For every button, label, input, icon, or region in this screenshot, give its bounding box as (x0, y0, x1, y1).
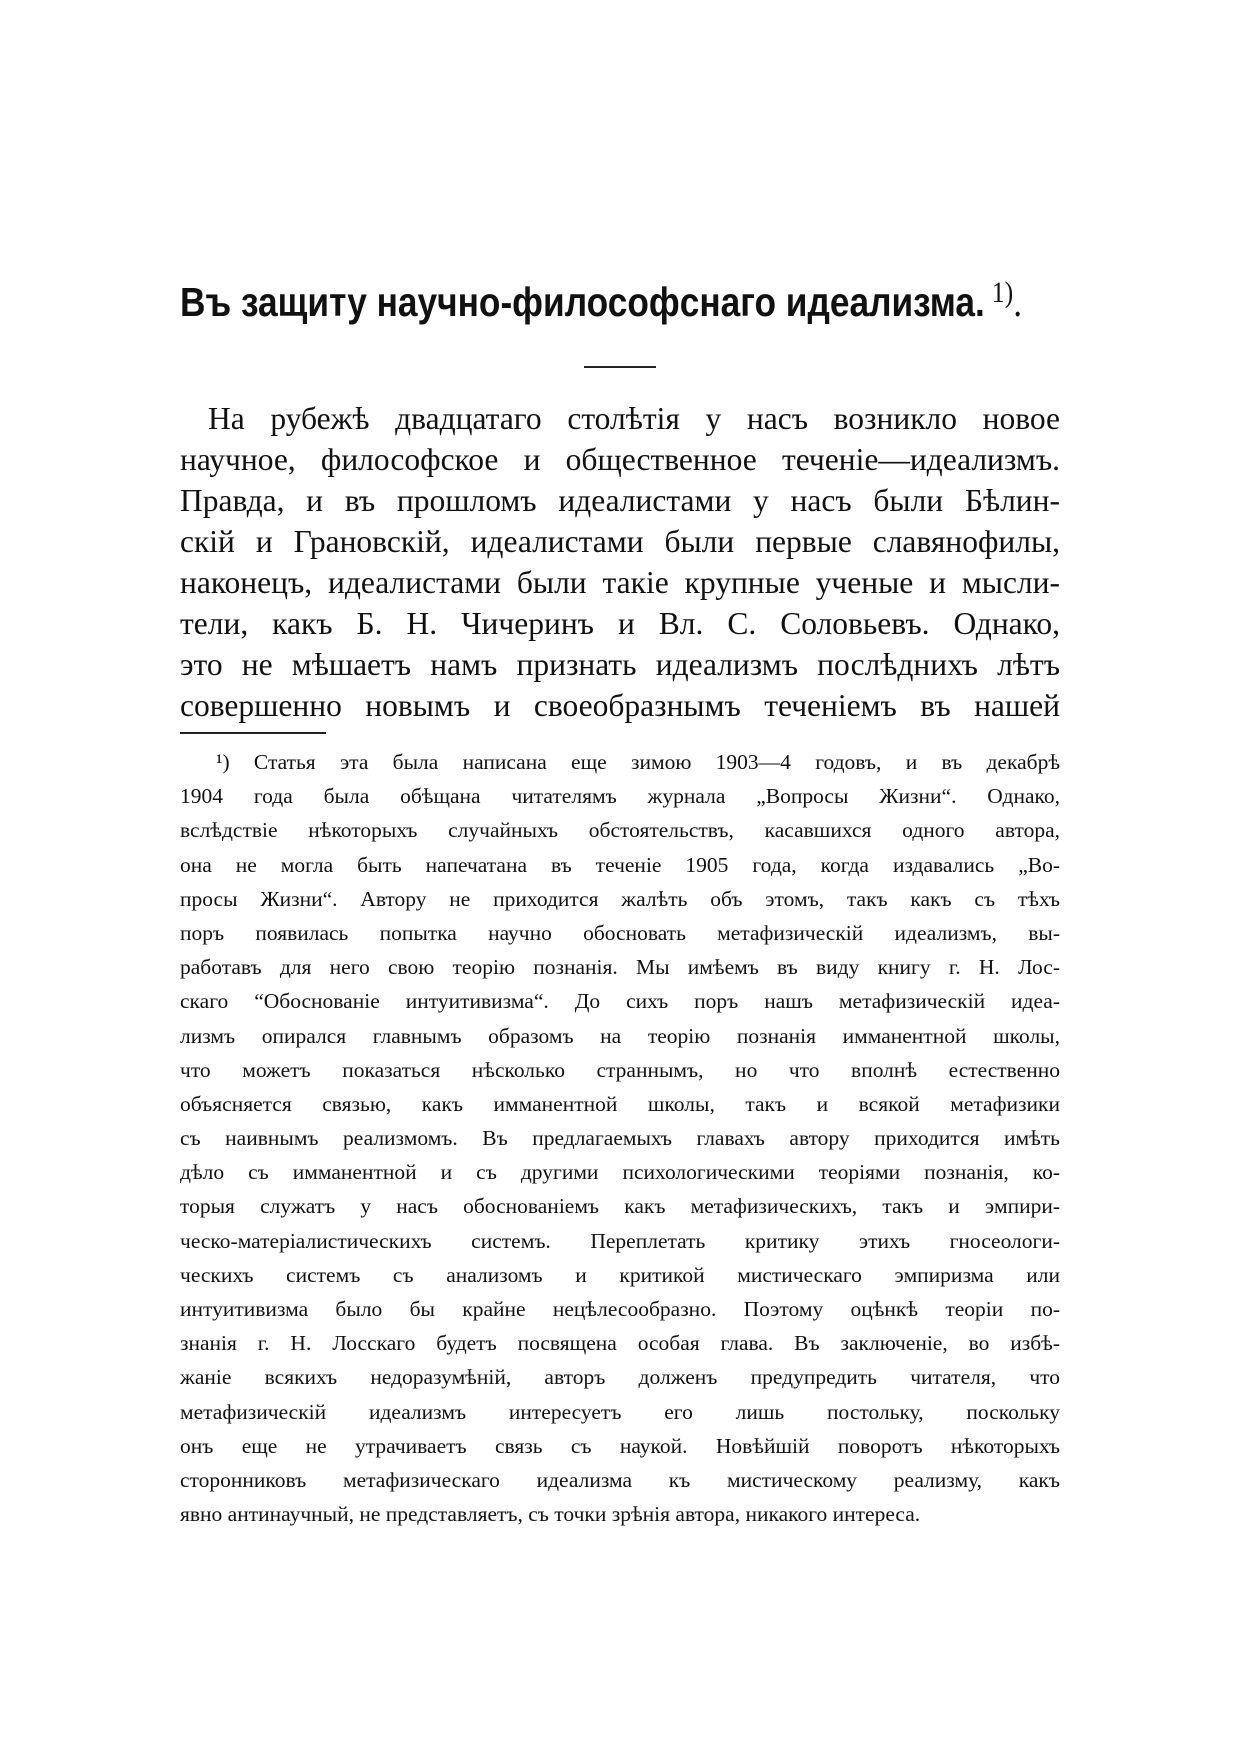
footnote-line: сторонниковъ метафизическаго идеализма къ мистическому реализму, какъ (180, 1467, 1060, 1492)
title-text: Въ защиту научно-философснаго идеализма. (180, 279, 985, 325)
body-line: скій и Грановскій, идеалистами были первые славянофилы, (180, 524, 1060, 559)
footnote-line: ческихъ системъ съ анализомъ и критикой мистическаго эмпиризма или (180, 1262, 1060, 1287)
body-line: научное, философское и общественное теченіе—идеализмъ. (180, 442, 1060, 477)
footnote-line: скаго “Обоснованіе интуитивизма“. До сихъ поръ нашъ метафизическій идеа- (180, 989, 1060, 1014)
footnote-line: съ наивнымъ реализмомъ. Въ предлагаемыхъ главахъ автору приходится имѣть (180, 1126, 1060, 1151)
footnote-line: знанія г. Н. Лосскаго будетъ посвящена особая глава. Въ заключеніе, во избѣ- (180, 1331, 1060, 1356)
footnote-line: торыя служатъ у насъ обоснованіемъ какъ метафизическихъ, такъ и эмпири- (180, 1194, 1060, 1219)
footnote-line: поръ появилась попытка научно обосновать метафизическій идеализмъ, вы- (180, 920, 1060, 945)
title-footnote-marker: 1) (991, 276, 1014, 309)
footnote-line: интуитивизма было бы крайне нецѣлесообразно. Поэтому оцѣнкѣ теоріи по- (180, 1297, 1060, 1321)
footnote-line: лизмъ опирался главнымъ образомъ на теорію познанія имманентной школы, (180, 1023, 1060, 1048)
footnote-line: 1904 года была обѣщана читателямъ журнала „Вопросы Жизни“. Однако, (180, 784, 1060, 809)
footnote-line: метафизическій идеализмъ интересуетъ его лишь постольку, поскольку (180, 1399, 1060, 1424)
footnote-line: дѣло съ имманентной и съ другими психологическими теоріями познанія, ко- (180, 1160, 1060, 1185)
footnote-line: явно антинаучный, не представляетъ, съ точки зрѣнія автора, никакого интереса. (180, 1502, 921, 1527)
footnote-line: онъ еще не утрачиваетъ связь съ наукой. Новѣйшій поворотъ нѣкоторыхъ (180, 1433, 1060, 1458)
footnote-line: ческо-матеріалистическихъ системъ. Переплетать критику этихъ гносеологи- (180, 1228, 1060, 1253)
footnote-line: жаніе всякихъ недоразумѣній, авторъ долженъ предупредить читателя, что (180, 1365, 1060, 1390)
body-line: Правда, и въ прошломъ идеалистами у насъ были Бѣлин- (180, 483, 1060, 518)
footnote-line: объясняется связью, какъ имманентной школы, такъ и всякой метафизики (180, 1091, 1060, 1116)
footnote-divider (180, 732, 326, 734)
footnote-line: что можетъ показаться нѣсколько страннымъ, но что вполнѣ естественно (180, 1057, 1060, 1082)
page-title (180, 276, 1023, 325)
body-line: тели, какъ Б. Н. Чичеринъ и Вл. С. Соловьевъ. Однако, (180, 606, 1060, 641)
title-tail: . (1013, 279, 1023, 325)
body-line: На рубежѣ двадцатаго столѣтія у насъ возникло новое (208, 401, 1060, 436)
footnote-line: ¹) Статья эта была написана еще зимою 1903—4 годовъ, и въ декабрѣ (216, 750, 1060, 774)
footnote-line: она не могла быть напечатана въ теченіе 1905 года, когда издавались „Во- (180, 852, 1060, 877)
body-line: это не мѣшаетъ намъ признать идеализмъ послѣднихъ лѣтъ (180, 647, 1060, 682)
body-line: совершенно новымъ и своеобразнымъ теченіемъ въ нашей (180, 688, 1060, 723)
body-paragraph (180, 398, 1060, 726)
title-divider (584, 366, 656, 368)
body-line: наконецъ, идеалистами были такіе крупные ученые и мысли- (180, 565, 1060, 600)
footnote-line: просы Жизни“. Автору не приходится жалѣть объ этомъ, такъ какъ съ тѣхъ (180, 886, 1060, 911)
footnote-line: вслѣдствіе нѣкоторыхъ случайныхъ обстоятельствъ, касавшихся одного автора, (180, 818, 1060, 843)
footnote-block (180, 745, 1060, 1531)
footnote-line: работавъ для него свою теорію познанія. Мы имѣемъ въ виду книгу г. Н. Лос- (180, 955, 1060, 980)
